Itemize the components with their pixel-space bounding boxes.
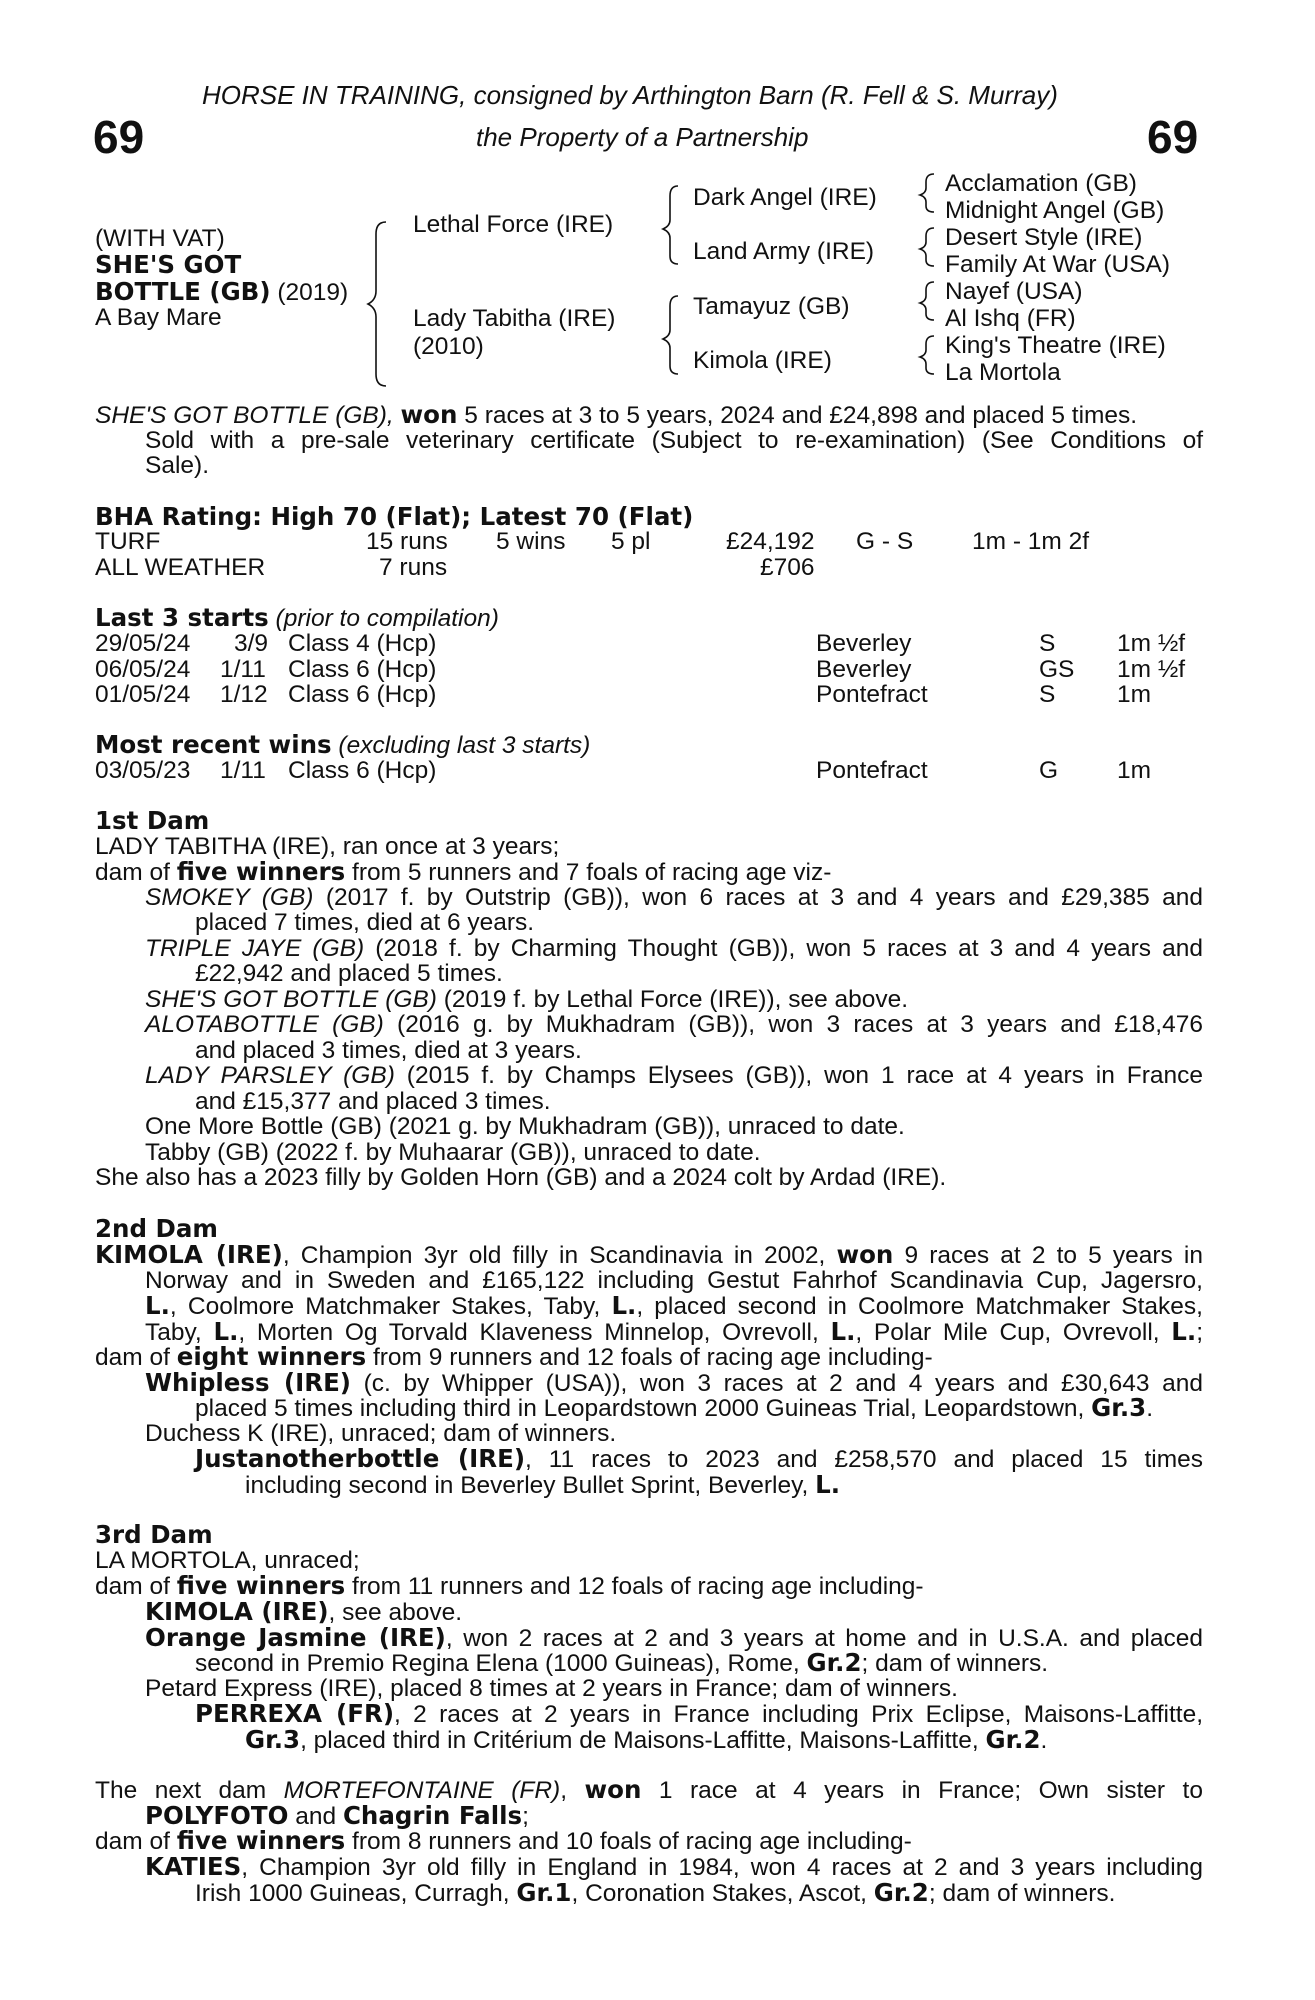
produce-triple-cont: £22,942 and placed 5 times. <box>195 960 503 987</box>
won: won <box>584 1775 642 1804</box>
produce-name: KATIES <box>145 1852 242 1881</box>
sibling-name: POLYFOTO <box>145 1801 289 1830</box>
gg-2: Midnight Angel (GB) <box>945 197 1165 224</box>
brace-g34 <box>920 228 934 266</box>
text: from 5 runners and 7 foals of racing age viz- <box>345 859 832 886</box>
produce-alota-cont: and placed 3 times, died at 3 years. <box>195 1037 582 1064</box>
turf-runs: 15 runs <box>366 528 448 555</box>
start-position: 1/11 <box>220 656 266 683</box>
recent-title: Most recent wins <box>95 730 332 759</box>
text: placed 5 times including third in Leopardstown 2000 Guineas Trial, Leopardstown, <box>195 1395 1092 1422</box>
produce-duchess-k: Duchess K (IRE), unraced; dam of winners. <box>145 1420 617 1447</box>
gg-4: Family At War (USA) <box>945 251 1171 278</box>
dam: Lady Tabitha (IRE) <box>413 305 616 332</box>
kimola-line2: Norway and in Sweden and £165,122 including Gestut Fahrhof Scandinavia Cup, Jagersro, <box>145 1267 1203 1294</box>
produce-name: Justanotherbottle (IRE) <box>195 1444 526 1473</box>
first-dam-also: She also has a 2023 filly by Golden Horn (GB) and a 2024 colt by Ardad (IRE). <box>95 1164 947 1191</box>
next-dam-line3 <box>95 1828 912 1855</box>
produce-whipless <box>145 1370 1203 1397</box>
dam-year: (2010) <box>413 333 484 360</box>
turf-earnings: £24,192 <box>726 528 815 555</box>
horse-description: A Bay Mare <box>95 304 222 331</box>
kimola-line1 <box>95 1242 1203 1269</box>
dam-brace <box>663 296 678 374</box>
group-tag: Gr.2 <box>985 1725 1041 1754</box>
produce-name: LADY PARSLEY (GB) <box>145 1062 395 1089</box>
turf-going: G - S <box>856 528 914 555</box>
main-brace <box>368 222 386 386</box>
produce-smokey <box>145 885 1203 911</box>
start-distance: 1m <box>1117 681 1152 708</box>
produce-name: KIMOLA (IRE) <box>145 1597 329 1626</box>
brace-g78 <box>920 336 934 374</box>
winners-count: five winners <box>176 1826 346 1855</box>
summary-line2: Sold with a pre-sale veterinary certificate (Subject to re-examination) (See Conditions of <box>145 427 1203 454</box>
dam-dam: Kimola (IRE) <box>693 347 832 374</box>
start-class: Class 6 (Hcp) <box>288 656 437 683</box>
text: , Polar Mile Cup, Ovrevoll, <box>855 1319 1172 1346</box>
win-date: 03/05/23 <box>95 757 191 784</box>
third-dam-line1: LA MORTOLA, unraced; <box>95 1547 360 1574</box>
text: , <box>560 1777 585 1804</box>
produce-text: (2019 f. by Lethal Force (IRE)), see above. <box>436 986 909 1013</box>
text: , Champion 3yr old filly in Scandinavia in 2002, <box>282 1242 837 1269</box>
won: won <box>836 1240 894 1269</box>
produce-perrexa <box>195 1701 1203 1728</box>
text: Irish 1000 Guineas, Curragh, <box>195 1880 517 1907</box>
first-dam-line2 <box>95 859 831 886</box>
last3-heading <box>95 605 499 632</box>
text: second in Premio Regina Elena (1000 Guineas), Rome, <box>195 1650 807 1677</box>
produce-smokey-cont: placed 7 times, died at 6 years. <box>195 909 535 936</box>
start-course: Beverley <box>816 630 912 657</box>
win-position: 1/11 <box>220 757 266 784</box>
listed-tag: L. <box>145 1291 170 1320</box>
aw-earnings: £706 <box>760 554 815 581</box>
turf-placed: 5 pl <box>611 528 651 555</box>
second-dam-heading: 2nd Dam <box>95 1214 218 1243</box>
produce-alotabottle <box>145 1012 1203 1038</box>
horse-name-line1: SHE'S GOT <box>95 250 242 279</box>
group-tag: Gr.3 <box>1091 1393 1147 1422</box>
produce-triple-jaye <box>145 936 1203 962</box>
produce-name: SHE'S GOT BOTTLE (GB) <box>145 986 437 1013</box>
last3-note: (prior to compilation) <box>268 605 499 632</box>
brace-g56 <box>920 282 934 320</box>
summary-line1 <box>95 402 1137 429</box>
aw-label: ALL WEATHER <box>95 554 266 581</box>
text: , Coronation Stakes, Ascot, <box>571 1880 874 1907</box>
sire: Lethal Force (IRE) <box>413 211 614 238</box>
gg-3: Desert Style (IRE) <box>945 224 1143 251</box>
group-tag: Gr.2 <box>873 1878 929 1907</box>
summary-line3: Sale). <box>145 452 210 479</box>
start-date: 29/05/24 <box>95 630 191 657</box>
win-course: Pontefract <box>816 757 928 784</box>
text: including second in Beverley Bullet Sprint, Beverley, <box>245 1472 816 1499</box>
sire-sire: Dark Angel (IRE) <box>693 184 877 211</box>
text: from 11 runners and 12 foals of racing age including- <box>345 1573 924 1600</box>
winners-count: eight winners <box>176 1342 367 1371</box>
aw-runs: 7 runs <box>379 554 448 581</box>
summary-won: won <box>400 400 458 429</box>
group-tag: Gr.3 <box>245 1725 301 1754</box>
horse-name: BOTTLE (GB) <box>95 277 271 306</box>
brace-g12 <box>920 174 934 212</box>
produce-parsley-cont: and £15,377 and placed 3 times. <box>195 1088 551 1115</box>
text: , Coolmore Matchmaker Stakes, Taby, <box>169 1293 612 1320</box>
third-dam-heading: 3rd Dam <box>95 1520 213 1549</box>
start-course: Pontefract <box>816 681 928 708</box>
text: dam of <box>95 1344 177 1371</box>
text: ; <box>1196 1319 1204 1346</box>
gg-1: Acclamation (GB) <box>945 170 1137 197</box>
text: dam of <box>95 1828 177 1855</box>
produce-text: (c. by Whipper (USA)), won 3 races at 2 and 4 years and £30,643 and <box>351 1370 1203 1397</box>
group-tag: Gr.1 <box>516 1878 572 1907</box>
winners-count: five winners <box>176 1571 346 1600</box>
sibling-name: Chagrin Falls <box>342 1801 523 1830</box>
dam-sire: Tamayuz (GB) <box>693 293 850 320</box>
last3-title: Last 3 starts <box>95 603 269 632</box>
gg-8: La Mortola <box>945 359 1061 386</box>
listed-tag: L. <box>1171 1317 1197 1346</box>
text: and <box>288 1803 343 1830</box>
produce-name: ALOTABOTTLE (GB) <box>145 1011 384 1038</box>
produce-text: (2015 f. by Champs Elysees (GB)), won 1 race at 4 years in France <box>394 1062 1204 1089</box>
turf-label: TURF <box>95 528 161 555</box>
text: The next dam <box>95 1777 284 1804</box>
kimola-line5 <box>95 1344 933 1371</box>
start-distance: 1m ½f <box>1117 656 1186 683</box>
text: , placed third in Critérium de Maisons-Laffitte, Maisons-Laffitte, <box>300 1727 986 1754</box>
win-class: Class 6 (Hcp) <box>288 757 437 784</box>
produce-perrexa-cont <box>245 1727 1047 1754</box>
text: from 8 runners and 10 foals of racing age including- <box>345 1828 912 1855</box>
produce-orange-cont <box>195 1650 1048 1677</box>
win-going: G <box>1039 757 1059 784</box>
text: Taby, <box>145 1319 214 1346</box>
start-going: GS <box>1039 656 1075 683</box>
first-dam-heading: 1st Dam <box>95 806 210 835</box>
produce-lady-parsley <box>145 1063 1203 1089</box>
bha-rating-heading: BHA Rating: High 70 (Flat); Latest 70 (Flat) <box>95 502 694 531</box>
text: , placed second in Coolmore Matchmaker Stakes, <box>636 1293 1203 1320</box>
start-position: 3/9 <box>234 630 269 657</box>
produce-kimola <box>145 1599 462 1626</box>
listed-tag: L. <box>213 1317 239 1346</box>
listed-tag: L. <box>611 1291 637 1320</box>
vat-note: (WITH VAT) <box>95 225 225 252</box>
gg-6: Al Ishq (FR) <box>945 305 1076 332</box>
turf-distance: 1m - 1m 2f <box>972 528 1090 555</box>
produce-text: (2017 f. by Outstrip (GB)), won 6 races at 3 and 4 years and £29,385 and <box>313 884 1203 911</box>
third-dam-line2 <box>95 1573 924 1600</box>
produce-petard-express: Petard Express (IRE), placed 8 times at 2 years in France; dam of winners. <box>145 1675 958 1702</box>
start-class: Class 6 (Hcp) <box>288 681 437 708</box>
text: from 9 runners and 12 foals of racing age including- <box>366 1344 933 1371</box>
start-date: 01/05/24 <box>95 681 191 708</box>
produce-justanotherbottle <box>195 1446 1203 1473</box>
produce-name: Whipless (IRE) <box>145 1368 351 1397</box>
foaling-year: (2019) <box>270 279 349 306</box>
start-date: 06/05/24 <box>95 656 191 683</box>
text: . <box>1040 1727 1048 1754</box>
lot-number-right: 69 <box>1147 111 1199 163</box>
produce-tabby: Tabby (GB) (2022 f. by Muhaarar (GB)), unraced to date. <box>145 1139 761 1166</box>
kimola-line3 <box>145 1293 1203 1320</box>
start-distance: 1m ½f <box>1117 630 1186 657</box>
produce-katies <box>145 1854 1203 1881</box>
text: , Morten Og Torvald Klaveness Minnelop, Ovrevoll, <box>238 1319 831 1346</box>
text: dam of <box>95 1573 177 1600</box>
produce-orange-jasmine <box>145 1625 1203 1652</box>
turf-wins: 5 wins <box>496 528 566 555</box>
text: ; dam of winners. <box>928 1880 1116 1907</box>
produce-katies-cont <box>195 1880 1115 1907</box>
produce-name: PERREXA (FR) <box>195 1699 395 1728</box>
dam-name: KIMOLA (IRE) <box>95 1240 283 1269</box>
recent-wins-heading <box>95 732 590 759</box>
recent-note: (excluding last 3 starts) <box>331 732 591 759</box>
text: dam of <box>95 859 177 886</box>
produce-name: SMOKEY (GB) <box>145 884 314 911</box>
property-line: the Property of a Partnership <box>476 122 809 152</box>
group-tag: Gr.2 <box>806 1648 862 1677</box>
produce-text: , 11 races to 2023 and £258,570 and placed 15 times <box>525 1446 1203 1473</box>
text: ; dam of winners. <box>861 1650 1049 1677</box>
winners-count: five winners <box>176 857 346 886</box>
summary-name: SHE'S GOT BOTTLE (GB), <box>95 402 394 429</box>
sire-brace <box>663 186 678 264</box>
produce-text: (2018 f. by Charming Thought (GB)), won 5 races at 3 and 4 years and <box>364 935 1203 962</box>
summary-text: 5 races at 3 to 5 years, 2024 and £24,898 and placed 5 times. <box>457 402 1138 429</box>
produce-whipless-cont <box>195 1395 1153 1422</box>
produce-text: , see above. <box>328 1599 463 1626</box>
text: ; <box>522 1803 529 1830</box>
consignment-line: HORSE IN TRAINING, consigned by Arthington Barn (R. Fell & S. Murray) <box>202 80 1058 110</box>
start-position: 1/12 <box>220 681 268 708</box>
produce-text: , Champion 3yr old filly in England in 1984, won 4 races at 2 and 3 years including <box>241 1854 1203 1881</box>
text: . <box>1146 1395 1154 1422</box>
produce-text: (2016 g. by Mukhadram (GB)), won 3 races at 3 years and £18,476 <box>383 1011 1203 1038</box>
dam-name: MORTEFONTAINE (FR) <box>283 1777 561 1804</box>
text: 9 races at 2 to 5 years in <box>893 1242 1203 1269</box>
produce-shes-got-bottle <box>145 987 908 1013</box>
text: 1 race at 4 years in France; Own sister to <box>641 1777 1203 1804</box>
start-course: Beverley <box>816 656 912 683</box>
win-distance: 1m <box>1117 757 1152 784</box>
produce-name: Orange Jasmine (IRE) <box>145 1623 446 1652</box>
gg-7: King's Theatre (IRE) <box>945 332 1166 359</box>
produce-one-more-bottle: One More Bottle (GB) (2021 g. by Mukhadram (GB)), unraced to date. <box>145 1113 905 1140</box>
produce-just-cont <box>245 1472 840 1499</box>
next-dam-line1 <box>95 1777 1203 1804</box>
start-class: Class 4 (Hcp) <box>288 630 437 657</box>
sire-dam: Land Army (IRE) <box>693 238 875 265</box>
first-dam-line1: LADY TABITHA (IRE), ran once at 3 years; <box>95 833 560 860</box>
lot-number-left: 69 <box>93 111 145 163</box>
produce-text: , won 2 races at 2 and 3 years at home and in U.S.A. and placed <box>445 1625 1203 1652</box>
start-going: S <box>1039 681 1056 708</box>
produce-text: , 2 races at 2 years in France including Prix Eclipse, Maisons-Laffitte, <box>394 1701 1203 1728</box>
listed-tag: L. <box>815 1470 841 1499</box>
gg-5: Nayef (USA) <box>945 278 1083 305</box>
produce-name: TRIPLE JAYE (GB) <box>145 935 365 962</box>
start-going: S <box>1039 630 1056 657</box>
listed-tag: L. <box>830 1317 856 1346</box>
